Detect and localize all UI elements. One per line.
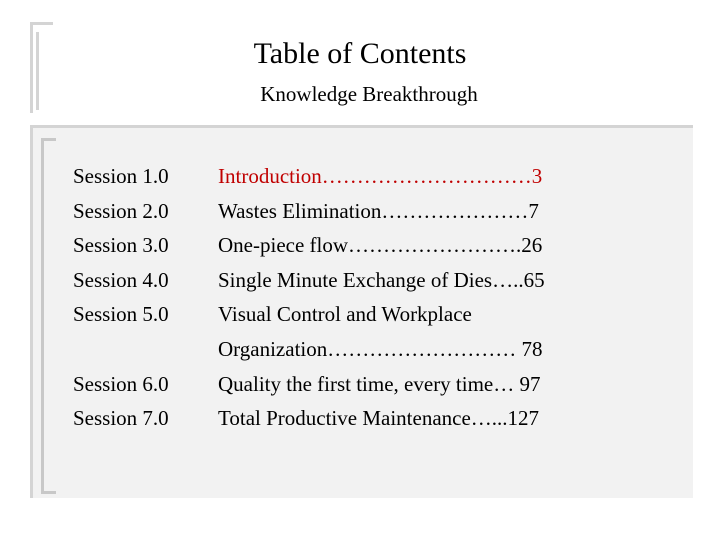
- session-label: Session 6.0: [73, 371, 169, 396]
- toc-entry-quality[interactable]: Quality the first time, every time… 97: [218, 371, 541, 396]
- page-title: Table of Contents: [253, 37, 467, 70]
- page-subtitle: Knowledge Breakthrough: [260, 82, 478, 106]
- toc-entry-one-piece-flow[interactable]: One-piece flow…………………….26: [218, 233, 543, 258]
- toc-entry-tpm[interactable]: Total Productive Maintenance…...127: [218, 406, 540, 431]
- panel-bracket-decoration: [41, 138, 56, 494]
- entries-column: [218, 159, 545, 436]
- toc-entry-visual-control-cont[interactable]: Organization……………………… 78: [218, 336, 543, 361]
- toc-entry-visual-control[interactable]: Visual Control and Workplace: [218, 302, 472, 327]
- toc-entry-introduction[interactable]: Introduction…………………………3: [218, 164, 543, 188]
- session-spacer: [73, 332, 169, 367]
- session-label: Session 5.0: [73, 302, 169, 327]
- toc-entry-smed[interactable]: Single Minute Exchange of Dies…..65: [218, 267, 545, 292]
- session-label: Session 1.0: [73, 164, 169, 188]
- session-label: Session 2.0: [73, 198, 169, 223]
- session-label: Session 4.0: [73, 267, 169, 292]
- session-label: Session 7.0: [73, 406, 169, 431]
- sessions-column: [73, 159, 169, 436]
- toc-entry-wastes-elimination[interactable]: Wastes Elimination…………………7: [218, 198, 539, 223]
- session-label: Session 3.0: [73, 233, 169, 258]
